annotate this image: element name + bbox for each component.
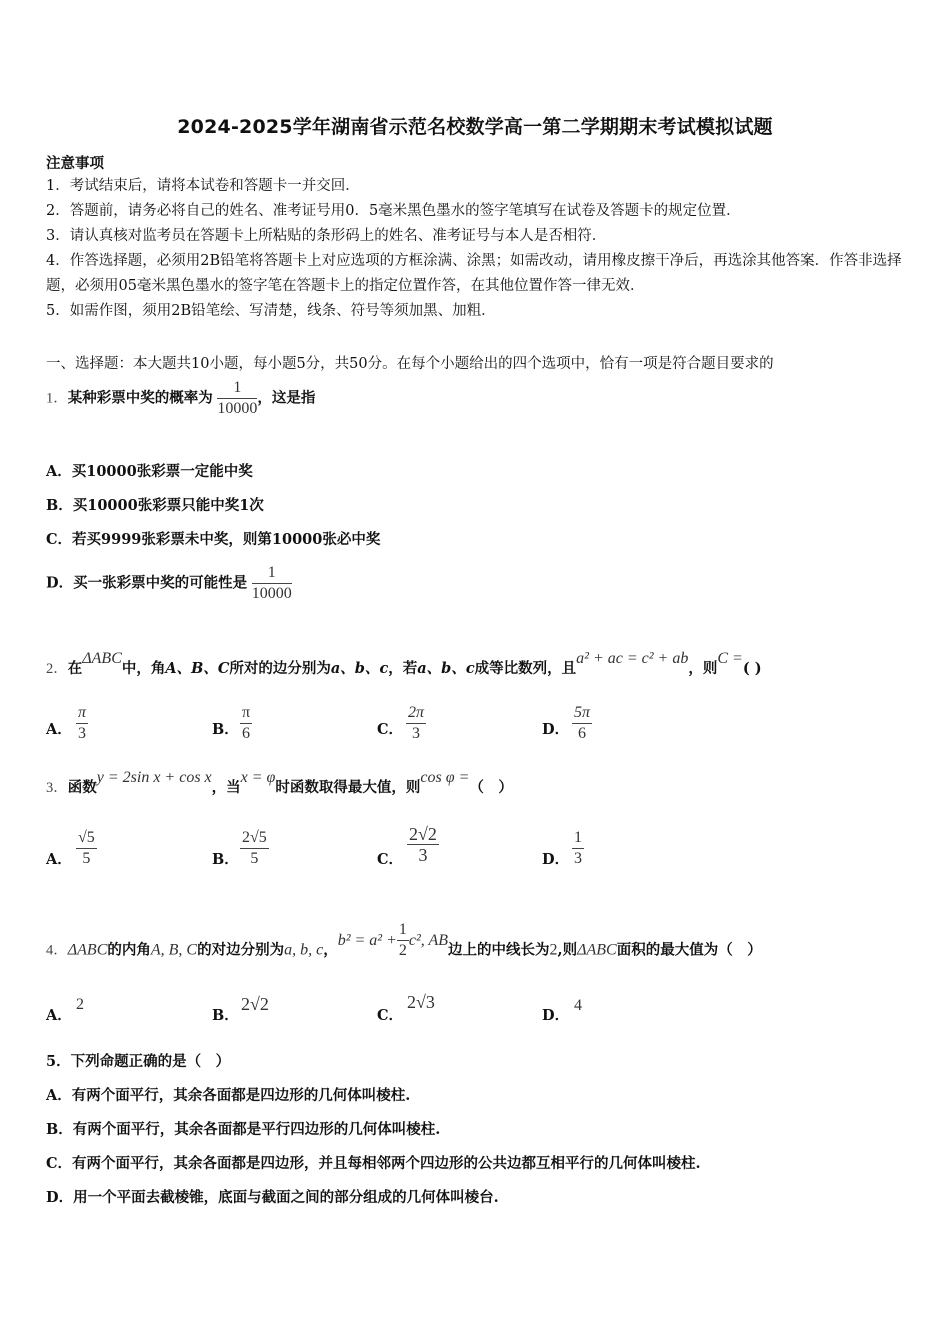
notice-heading: 注意事项 [46,155,104,172]
fraction-numerator: 1 [572,828,584,849]
fraction-denominator: 3 [412,725,420,742]
q4-option-a-label: A． [46,1007,72,1024]
q2-text: ，则 [688,660,718,677]
notice-item-4: 4．作答选择题，必须用2B铅笔将答题卡上对应选项的方框涂满、涂黑；如需改动，请用橡皮擦干净后，再选涂其他答案．作答非选择题，必须用05毫米黑色墨水的签字笔在答题卡上的指定位置作答，在其他位置作答一律无效． [46,253,902,294]
q3-option-a [76,828,97,869]
q4-option-d: 4 [574,997,582,1014]
q5-option-d: D．用一个平面去截棱锥，底面与截面之间的部分组成的几何体叫棱台. [46,1189,499,1206]
q1-option-c: C．若买9999张彩票未中奖，则第10000张必中奖 [46,531,381,548]
notice-item-2: 2．答题前，请务必将自己的姓名、准考证号用0．5毫米黑色墨水的签字笔填写在试卷及答题卡的规定位置． [46,203,741,219]
q2-text: ，若 [388,660,418,677]
q3-text: 函数 [67,779,97,796]
question-4-number: 4． [46,942,68,959]
q3-option-c-label: C． [377,851,404,868]
fraction-numerator: 5π [572,703,592,724]
fraction-denominator: 2 [398,942,407,959]
page-title: 2024-2025学年湖南省示范名校数学高一第二学期期末考试模拟试题 [177,116,773,138]
q4-option-b-label: B． [212,1007,239,1024]
q4-option-b: 2√2 [241,994,269,1014]
q2-option-d-label: D． [542,721,570,738]
q5-option-a: A．有两个面平行，其余各面都是四边形的几何体叫棱柱. [46,1087,411,1104]
question-5: 5．下列命题正确的是（ ） [46,1053,231,1070]
q1-option-d-fraction [252,563,292,604]
fraction-denominator: 10000 [217,400,258,417]
question-4 [46,921,762,971]
q2-sides: a、b、c [330,660,389,677]
q2-equation: a² + ac = c² + ab [576,650,689,667]
q4-text: ， [323,941,338,959]
q2-option-c [406,703,426,744]
q1-option-a: A．买10000张彩票一定能中奖 [46,463,253,480]
q3-text: 时函数取得最大值，则 [275,779,421,796]
question-1-fraction [217,378,257,419]
q1-option-d-text: D．买一张彩票中奖的可能性是 [46,574,248,592]
q2-angles: A、B、C [165,660,230,677]
q4-angles: A, B, C [150,941,198,959]
q2-text: 中，角 [121,660,166,677]
question-1-text-a: 某种彩票中奖的概率为 [67,389,213,407]
notice-item-1: 1．考试结束后，请将本试卷和答题卡一并交回． [46,178,360,194]
q3-choice-mark: （ ） [469,779,513,796]
q2-option-c-label: C． [377,721,404,738]
q2-sides: a、b、c [417,660,475,677]
notice-item-3: 3．请认真核对监考员在答题卡上所粘贴的条形码上的姓名、准考证号与本人是否相符． [46,228,607,244]
q2-option-d [572,703,592,744]
question-3-number: 3． [46,780,68,796]
q4-option-a: 2 [76,996,84,1013]
q2-text: 在 [67,660,83,677]
q3-x-phi: x = φ [240,769,276,786]
q3-option-b-label: B． [212,851,239,868]
question-2-number: 2． [46,661,68,677]
q4-equation-a: b² = a² + [337,931,397,949]
q3-option-a-label: A． [46,851,72,868]
fraction-numerator: 1 [217,378,257,399]
q4-triangle: ΔABC [67,941,108,959]
fraction-denominator: 3 [418,845,428,865]
q5-option-c: C．有两个面平行，其余各面都是四边形，并且每相邻两个四边形的公共边都互相平行的几何体叫棱柱. [46,1155,701,1172]
q4-equation-b: c², AB [408,931,449,949]
q4-text: 的对边分别为 [197,941,285,959]
fraction-denominator: 5 [250,850,259,867]
fraction-denominator: 5 [82,850,91,867]
q1-option-b: B．买10000张彩票只能中奖1次 [46,497,264,514]
q4-text: 边上的中线长为 [448,941,550,959]
fraction-numerator: 1 [397,920,409,941]
q4-median-length: 2 [549,941,558,959]
q3-option-b [240,828,269,869]
q1-option-d [46,563,292,604]
section-heading: 一、选择题：本大题共10小题，每小题5分，共50分。在每个小题给出的四个选项中，恰有一项是符合题目要求的 [46,356,774,372]
q4-triangle: ΔABC [577,941,617,959]
question-2 [46,650,762,678]
notice-item-5: 5．如需作图，须用2B铅笔绘、写清楚，线条、符号等须加黑、加粗． [46,303,496,319]
q4-option-c: 2√3 [407,992,435,1012]
fraction-numerator: 2√2 [409,824,437,844]
q2-text: 成等比数列，且 [474,660,577,677]
fraction-denominator: 10000 [251,585,292,602]
fraction-numerator: π [240,703,252,724]
fraction-numerator: π [76,703,88,724]
fraction-denominator: 6 [242,725,251,742]
q4-option-d-label: D． [542,1007,570,1024]
question-1-number: 1． [46,390,68,407]
fraction-denominator: 3 [78,725,86,742]
fraction-denominator: 3 [574,850,582,867]
question-3 [46,769,513,797]
q2-option-b [240,703,252,744]
q4-fraction [397,920,409,961]
fraction-numerator: 1 [252,563,292,584]
q2-option-a-label: A． [46,721,72,738]
question-1 [46,378,315,419]
q4-text: 面积的最大值为（ ） [616,941,762,959]
fraction-denominator: 6 [578,725,586,742]
q3-option-c [407,824,439,865]
q3-option-d [572,828,584,869]
q4-text: 的内角 [107,941,151,959]
q4-sides: a, b, c [284,941,324,959]
q2-option-b-label: B． [212,721,239,738]
question-1-text-b: ，这是指 [257,389,316,407]
q3-text: ，当 [211,779,241,796]
q5-option-b: B．有两个面平行，其余各面都是平行四边形的几何体叫棱柱. [46,1121,441,1138]
q2-choice-mark: ( ) [742,660,762,677]
q3-option-d-label: D． [542,851,570,868]
fraction-numerator: 2π [406,703,426,724]
q3-function: y = 2sin x + cos x [96,769,212,786]
q2-option-a [76,703,88,744]
q2-equation-c: C = [717,650,743,667]
fraction-numerator: 2√5 [240,828,269,849]
q2-triangle: ΔABC [82,650,122,667]
q2-text: 所对的边分别为 [229,660,331,677]
q4-text: ,则 [557,941,578,959]
fraction-numerator: √5 [76,828,97,849]
q3-cos-phi: cos φ = [420,769,470,786]
q4-option-c-label: C． [377,1007,404,1024]
